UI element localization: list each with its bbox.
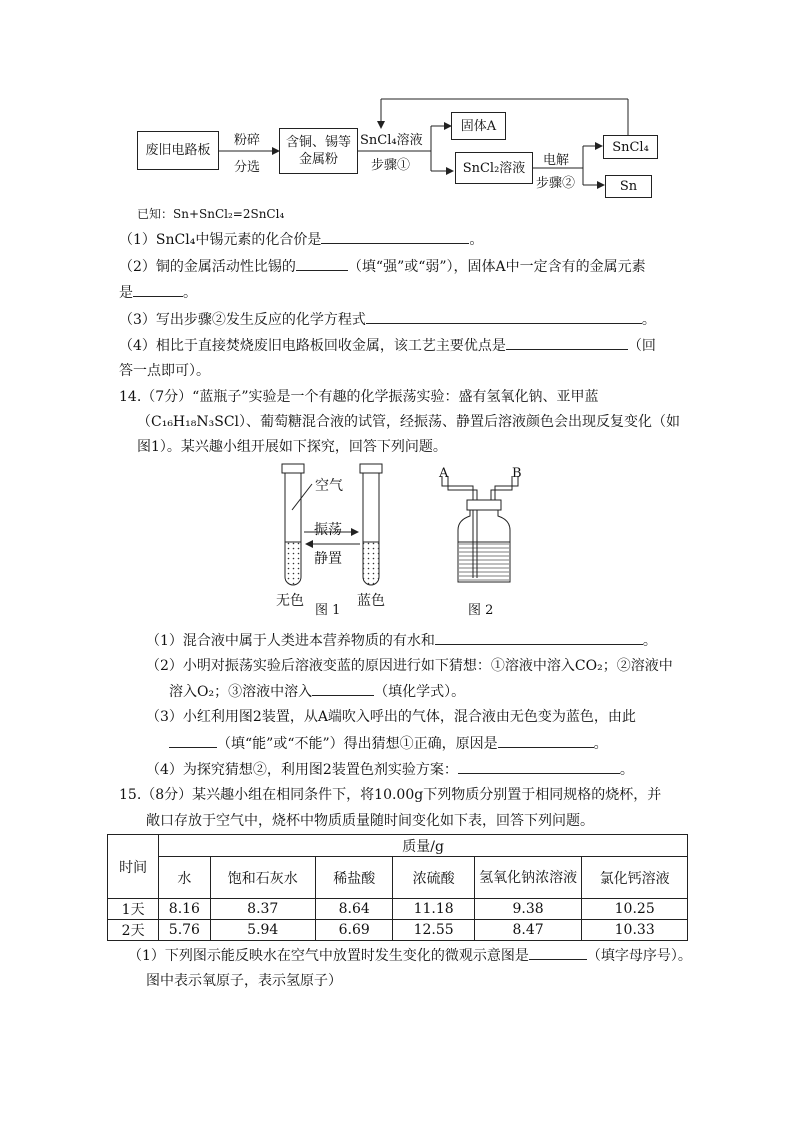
- q14-part3-cont: （填“能”或“不能”）得出猜想①正确，原因是 。: [169, 733, 608, 754]
- table-cell: 8.37: [210, 899, 316, 920]
- fig1-label-colorless: 无色: [276, 593, 304, 609]
- table-row: [108, 920, 688, 941]
- flow-label-crush: 粉碎: [234, 133, 261, 148]
- table-col-cacl2: 氯化钙溶液: [582, 857, 688, 899]
- table-col-h2so4: 浓硫酸: [393, 857, 474, 899]
- fig1-caption: 图 1: [315, 603, 341, 618]
- flow-box-sn: Sn: [605, 175, 652, 198]
- q15-intro-line1: 15.（8分）某兴趣小组在相同条件下，将10.00g下列物质分别置于相同规格的烧杯，并: [119, 787, 662, 803]
- table-col-limewater: 饱和石灰水: [210, 857, 316, 899]
- flow-arrows: [0, 0, 794, 210]
- q14-part2: （2）小明对振荡实验后溶液变蓝的原因进行如下猜想：①溶液中溶入CO₂；②溶液中: [146, 658, 673, 674]
- q13-known: 已知：Sn+SnCl₂=2SnCl₄: [137, 207, 285, 221]
- q15-part1-cont: 图中表示氧原子，表示氢原子）: [146, 973, 342, 989]
- q13-part2: （2）铜的金属活动性比锡的 （填“强”或“弱”），固体A中一定含有的金属元素: [119, 256, 646, 277]
- flow-box-solid-a: 固体A: [451, 112, 506, 140]
- flow-box-sncl4: SnCl₄: [603, 135, 658, 159]
- flow-box-metal-powder: 含铜、锡等 金属粉: [279, 128, 358, 174]
- table-cell: 9.38: [474, 899, 582, 920]
- mass-table: [107, 834, 688, 941]
- flow-box-circuit-board: 废旧电路板: [137, 131, 219, 170]
- table-col-water: 水: [159, 857, 210, 899]
- table-col-hcl: 稀盐酸: [316, 857, 393, 899]
- fig2-label-b: B: [512, 466, 522, 481]
- fig1-label-rest: 静置: [314, 551, 342, 567]
- table-header-mass: 质量/g: [159, 835, 688, 857]
- flow-label-step1: 步骤①: [371, 158, 411, 173]
- table-cell-time: 1天: [108, 899, 159, 920]
- table-row: [108, 899, 688, 920]
- table-cell: 10.25: [582, 899, 688, 920]
- table-cell: 8.64: [316, 899, 393, 920]
- q14-part4: （4）为探究猜想②，利用图2装置色剂实验方案： 。: [146, 759, 634, 780]
- table-cell: 11.18: [393, 899, 474, 920]
- flow-box-sncl2: SnCl₂溶液: [455, 152, 533, 184]
- fig1-label-air: 空气: [315, 478, 343, 494]
- flow-label-step2: 步骤②: [536, 176, 576, 191]
- q14-part3: （3）小红利用图2装置，从A端吹入呼出的气体，混合液由无色变为蓝色，由此: [146, 709, 636, 725]
- table-cell-time: 2天: [108, 920, 159, 941]
- flow-label-electrolysis: 电解: [543, 153, 570, 168]
- q14-intro-line2: （C₁₆H₁₈N₃SCl）、葡萄糖混合液的试管，经振荡、静置后溶液颜色会出现反复变化（如: [137, 414, 681, 430]
- q14-part2-cont: 溶入O₂；③溶液中溶入 （填化学式）。: [169, 681, 465, 702]
- q14-intro-line3: 图1）。某兴趣小组开展如下探究，回答下列问题。: [137, 439, 447, 455]
- table-cell: 12.55: [393, 920, 474, 941]
- q15-intro-line2: 敞口存放于空气中，烧杯中物质质量随时间变化如下表，回答下列问题。: [146, 813, 594, 829]
- table-cell: 5.94: [210, 920, 316, 941]
- table-cell: 8.16: [159, 899, 210, 920]
- fig2-caption: 图 2: [468, 603, 494, 618]
- fig1-label-shake: 振荡: [314, 522, 342, 538]
- q15-part1: （1）下列图示能反映水在空气中放置时发生变化的微观示意图是 （填字母序号）。: [128, 945, 692, 966]
- fig2-label-a: A: [439, 466, 449, 481]
- q13-part4-cont: 答一点即可）。: [119, 363, 210, 379]
- q13-part2-cont: 是 。: [119, 282, 197, 303]
- flow-label-sncl4-solution: SnCl₄溶液: [360, 133, 423, 148]
- table-cell: 10.33: [582, 920, 688, 941]
- q13-part3: （3）写出步骤②发生反应的化学方程式 。: [119, 309, 656, 330]
- table-cell: 8.47: [474, 920, 582, 941]
- table-cell: 6.69: [316, 920, 393, 941]
- table-header-time: 时间: [108, 835, 159, 899]
- table-col-naoh: 氢氧化钠浓溶液: [474, 857, 582, 899]
- flow-label-sort: 分选: [234, 160, 261, 175]
- gas-bottle-drawing: [440, 470, 540, 600]
- q13-part4: （4）相比于直接焚烧废旧电路板回收金属，该工艺主要优点是 （回: [119, 335, 656, 356]
- fig1-label-blue: 蓝色: [357, 593, 385, 609]
- q14-intro-line1: 14.（7分）“蓝瓶子”实验是一个有趣的化学振荡实验：盛有氢氧化钠、亚甲蓝: [119, 389, 599, 405]
- q14-part1: （1）混合液中属于人类进本营养物质的有水和 。: [146, 630, 657, 651]
- q13-part1: （1）SnCl₄中锡元素的化合价是 。: [119, 229, 483, 250]
- table-cell: 5.76: [159, 920, 210, 941]
